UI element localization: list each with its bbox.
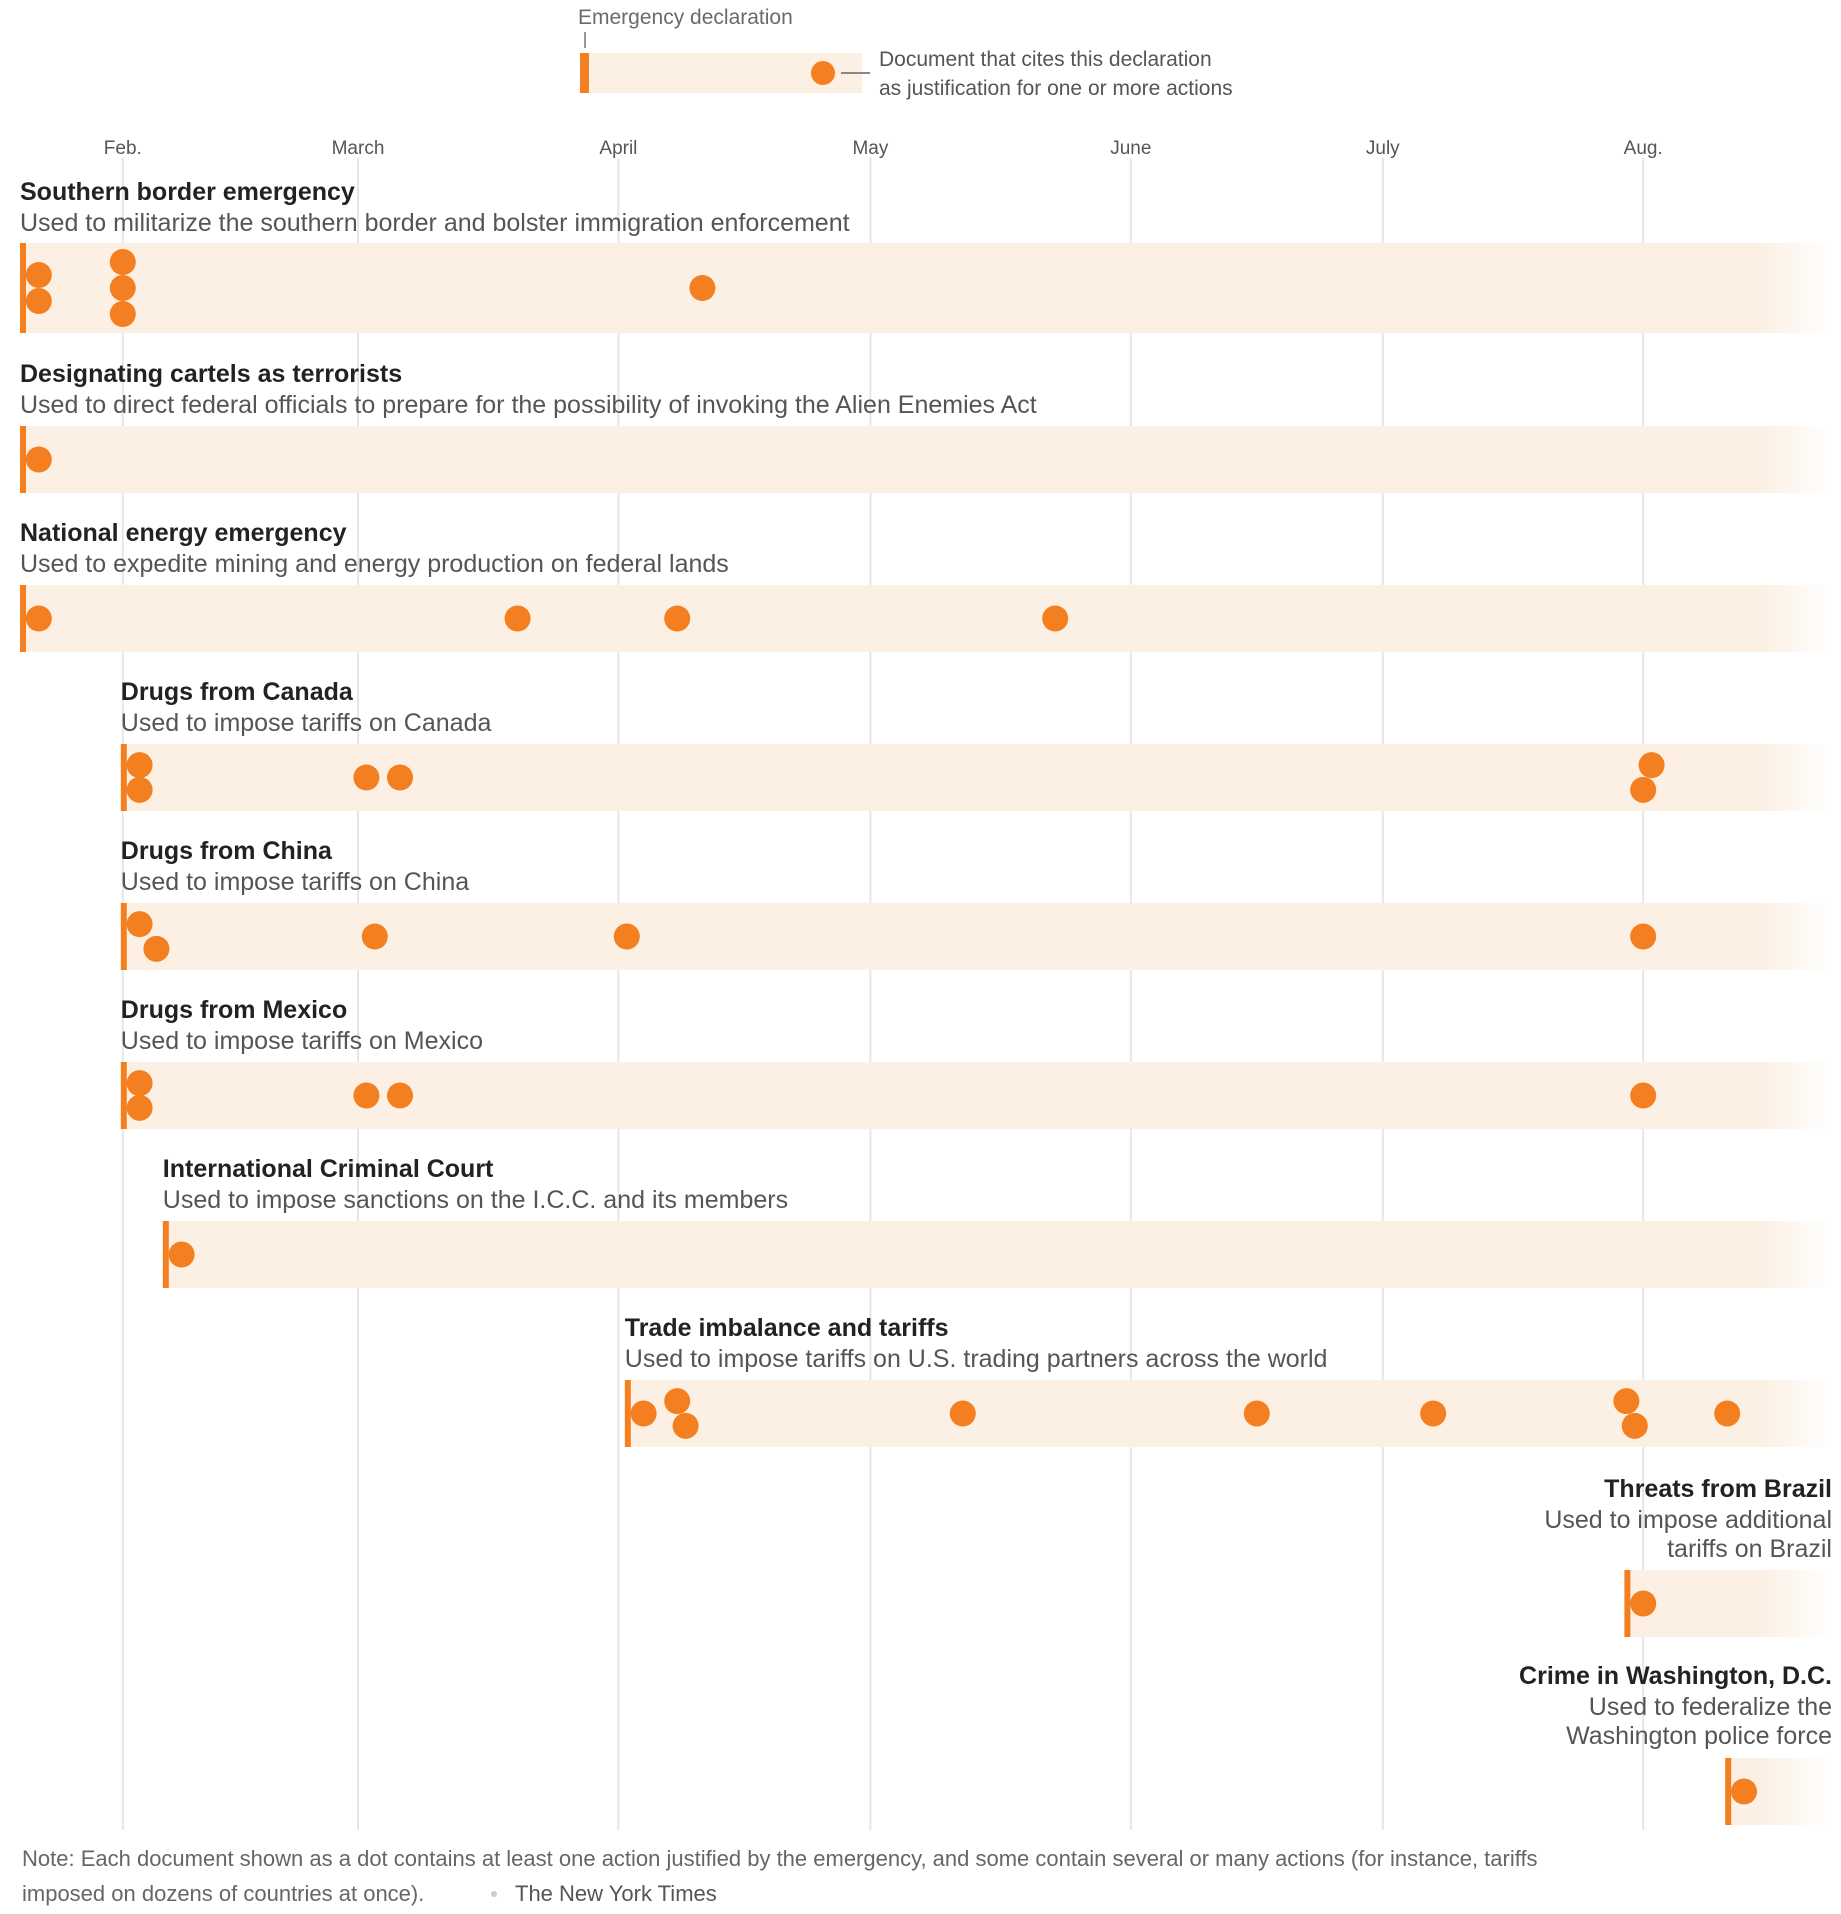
document-dot (1613, 1388, 1639, 1414)
legend-document-label: as justification for one or more actions (879, 77, 1233, 100)
row-band (627, 1380, 1762, 1447)
document-dot (614, 924, 640, 950)
declaration-marker (1725, 1758, 1731, 1825)
row-band-fade (1762, 903, 1832, 970)
row-subtitle: Used to direct federal officials to prepare for the possibility of invoking the Alien Enemies Act (20, 391, 1037, 419)
declaration-row (121, 678, 1832, 811)
document-dot (353, 1083, 379, 1109)
month-tick-label: May (852, 138, 889, 159)
declaration-marker (163, 1221, 169, 1288)
document-dot (950, 1401, 976, 1427)
document-dot (26, 262, 52, 288)
document-dot (1639, 752, 1665, 778)
row-subtitle: Used to impose tariffs on China (120, 868, 470, 896)
declaration-row (20, 360, 1832, 493)
row-band-fade (1762, 744, 1832, 811)
month-axis (104, 138, 1663, 159)
document-dot (631, 1401, 657, 1427)
row-band-fade (1762, 1221, 1832, 1288)
month-tick-label: Aug. (1623, 138, 1663, 159)
row-subtitle: Used to militarize the southern border and bolster immigration enforcement (20, 209, 850, 237)
month-tick-label: March (331, 138, 385, 159)
row-title: Drugs from Canada (120, 678, 353, 706)
row-subtitle: Used to impose additional (1544, 1506, 1832, 1534)
row-band-fade (1762, 1570, 1832, 1637)
declaration-row (20, 519, 1832, 652)
row-band-fade (1762, 1062, 1832, 1129)
document-dot (110, 249, 136, 275)
row-band-fade (1762, 585, 1832, 652)
row-subtitle: Used to expedite mining and energy production on federal lands (20, 550, 729, 578)
document-dot (505, 606, 531, 632)
legend-declaration-bar (580, 53, 589, 93)
legend (578, 6, 1233, 100)
row-subtitle: tariffs on Brazil (1667, 1535, 1832, 1563)
document-dot (387, 765, 413, 791)
row-title: International Criminal Court (162, 1155, 494, 1183)
month-tick-label: April (599, 138, 638, 159)
declaration-row (1519, 1662, 1832, 1825)
document-dot (1630, 1083, 1656, 1109)
document-dot (673, 1413, 699, 1439)
row-band (22, 585, 1762, 652)
document-dot (26, 606, 52, 632)
declaration-marker (121, 744, 127, 811)
row-band-fade (1762, 1758, 1832, 1825)
document-dot (127, 752, 153, 778)
document-dot (143, 936, 169, 962)
row-title: National energy emergency (20, 519, 347, 547)
legend-declaration-label: Emergency declaration (578, 6, 793, 29)
document-dot (664, 1388, 690, 1414)
declaration-row (20, 178, 1832, 333)
declaration-rows (20, 178, 1832, 1825)
document-dot (110, 301, 136, 327)
chart-note (22, 1846, 1538, 1906)
row-title: Crime in Washington, D.C. (1519, 1662, 1832, 1690)
document-dot (1714, 1401, 1740, 1427)
row-band-fade (1762, 1380, 1832, 1447)
row-band (22, 426, 1762, 493)
document-dot (1630, 1591, 1656, 1617)
declaration-row (121, 996, 1832, 1129)
document-dot (1622, 1413, 1648, 1439)
document-dot (127, 1070, 153, 1096)
month-tick-label: June (1110, 138, 1152, 159)
document-dot (1630, 924, 1656, 950)
row-subtitle: Used to federalize the (1588, 1693, 1832, 1721)
declaration-marker (1624, 1570, 1630, 1637)
row-subtitle: Used to impose tariffs on Mexico (120, 1027, 484, 1055)
document-dot (110, 275, 136, 301)
document-dot (664, 606, 690, 632)
row-band-fade (1762, 426, 1832, 493)
declaration-row (163, 1155, 1832, 1288)
document-dot (127, 777, 153, 803)
document-dot (362, 924, 388, 950)
row-band-fade (1762, 243, 1832, 333)
declaration-marker (20, 426, 26, 493)
declaration-marker (121, 903, 127, 970)
declaration-row (625, 1314, 1832, 1447)
row-title: Designating cartels as terrorists (20, 360, 403, 388)
row-title: Threats from Brazil (1604, 1475, 1832, 1503)
row-band (22, 243, 1762, 333)
month-tick-label: Feb. (103, 138, 142, 159)
row-subtitle: Used to impose sanctions on the I.C.C. and its members (162, 1186, 789, 1214)
legend-document-label: Document that cites this declaration (879, 48, 1212, 71)
legend-document-dot (811, 61, 835, 85)
declaration-marker (20, 243, 26, 333)
row-title: Drugs from Mexico (120, 996, 348, 1024)
declaration-marker (625, 1380, 631, 1447)
document-dot (1244, 1401, 1270, 1427)
month-tick-label: July (1365, 138, 1400, 159)
note-line: imposed on dozens of countries at once). (22, 1881, 425, 1906)
document-dot (1042, 606, 1068, 632)
row-subtitle: Used to impose tariffs on Canada (120, 709, 492, 737)
note-line: Note: Each document shown as a dot contains at least one action justified by the emergency, and some contain several or many actions (for instance, tariffs (22, 1846, 1538, 1871)
row-title: Southern border emergency (20, 178, 355, 206)
document-dot (169, 1242, 195, 1268)
source-credit: The New York Times (515, 1881, 717, 1906)
declaration-marker (121, 1062, 127, 1129)
row-subtitle: Washington police force (1566, 1722, 1832, 1750)
document-dot (1731, 1779, 1757, 1805)
document-dot (26, 447, 52, 473)
separator-dot (491, 1891, 497, 1897)
document-dot (1420, 1401, 1446, 1427)
declaration-row (121, 837, 1832, 970)
document-dot (127, 911, 153, 937)
document-dot (353, 765, 379, 791)
row-title: Trade imbalance and tariffs (624, 1314, 949, 1342)
declaration-marker (20, 585, 26, 652)
declaration-row (1544, 1475, 1832, 1637)
row-band (165, 1221, 1762, 1288)
row-subtitle: Used to impose tariffs on U.S. trading partners across the world (624, 1345, 1328, 1373)
row-title: Drugs from China (120, 837, 332, 865)
document-dot (387, 1083, 413, 1109)
document-dot (1630, 777, 1656, 803)
document-dot (26, 288, 52, 314)
document-dot (127, 1095, 153, 1121)
document-dot (689, 275, 715, 301)
